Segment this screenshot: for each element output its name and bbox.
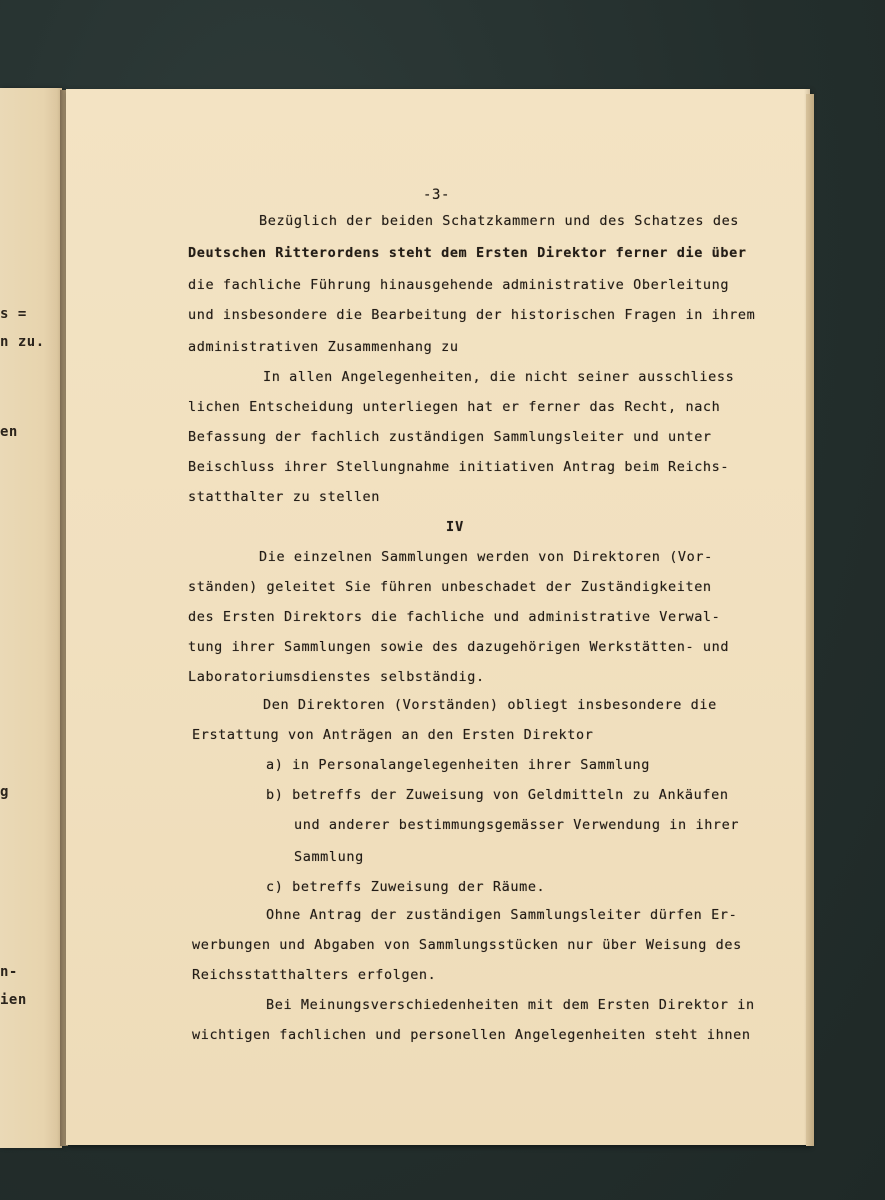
list-item: c) betreffs Zuweisung der Räume. [266,879,546,895]
text-line: statthalter zu stellen [188,489,381,505]
text-line: administrativen Zusammenhang zu [188,339,459,355]
page-edge [806,94,814,1146]
text-line: Den Direktoren (Vorständen) obliegt insbesondere die [263,697,717,713]
text-line: Ohne Antrag der zuständigen Sammlungsleiter dürfen Er- [266,907,738,923]
text-line: wichtigen fachlichen und personellen Angelegenheiten steht ihnen [192,1027,751,1043]
text-line: ständen) geleitet Sie führen unbeschadet der Zuständigkeiten [188,579,712,595]
list-item-continuation: Sammlung [294,849,364,865]
list-item: a) in Personalangelegenheiten ihrer Sammlung [266,757,651,773]
list-item-continuation: und anderer bestimmungsgemässer Verwendung in ihrer [294,817,740,833]
text-line: Bezüglich der beiden Schatzkammern und des Schatzes des [259,213,740,229]
text-line: Deutschen Ritterordens steht dem Ersten Direktor ferner die über [188,245,747,261]
text-line: Beischluss ihrer Stellungnahme initiativen Antrag beim Reichs- [188,459,730,475]
left-page-fragment: g [0,784,9,800]
text-line: die fachliche Führung hinausgehende administrative Oberleitung [188,277,730,293]
left-page-fragment: n- [0,964,18,980]
text-line: Laboratoriumsdienstes selbständig. [188,669,485,685]
text-line: Die einzelnen Sammlungen werden von Direktoren (Vor- [259,549,713,565]
left-page-fragment: en [0,424,18,440]
section-heading: IV [446,519,465,535]
left-page-fragment: ien [0,992,27,1008]
text-line: Befassung der fachlich zuständigen Sammlungsleiter und unter [188,429,712,445]
text-line: Erstattung von Anträgen an den Ersten Direktor [192,727,594,743]
text-line: werbungen und Abgaben von Sammlungsstücken nur über Weisung des [192,937,742,953]
text-line: Reichsstatthalters erfolgen. [192,967,437,983]
left-page-fragment: s = [0,306,27,322]
text-line: tung ihrer Sammlungen sowie des dazugehörigen Werkstätten- und [188,639,730,655]
left-page-fragment: n zu. [0,334,45,350]
text-line: In allen Angelegenheiten, die nicht seiner ausschliess [263,369,735,385]
page-number: -3- [423,187,451,203]
document-page [66,89,810,1145]
text-line: Bei Meinungsverschiedenheiten mit dem Ersten Direktor in [266,997,755,1013]
list-item: b) betreffs der Zuweisung von Geldmitteln zu Ankäufen [266,787,729,803]
text-line: lichen Entscheidung unterliegen hat er ferner das Recht, nach [188,399,721,415]
text-line: und insbesondere die Bearbeitung der historischen Fragen in ihrem [188,307,756,323]
left-page [0,88,62,1148]
text-line: des Ersten Direktors die fachliche und administrative Verwal- [188,609,721,625]
